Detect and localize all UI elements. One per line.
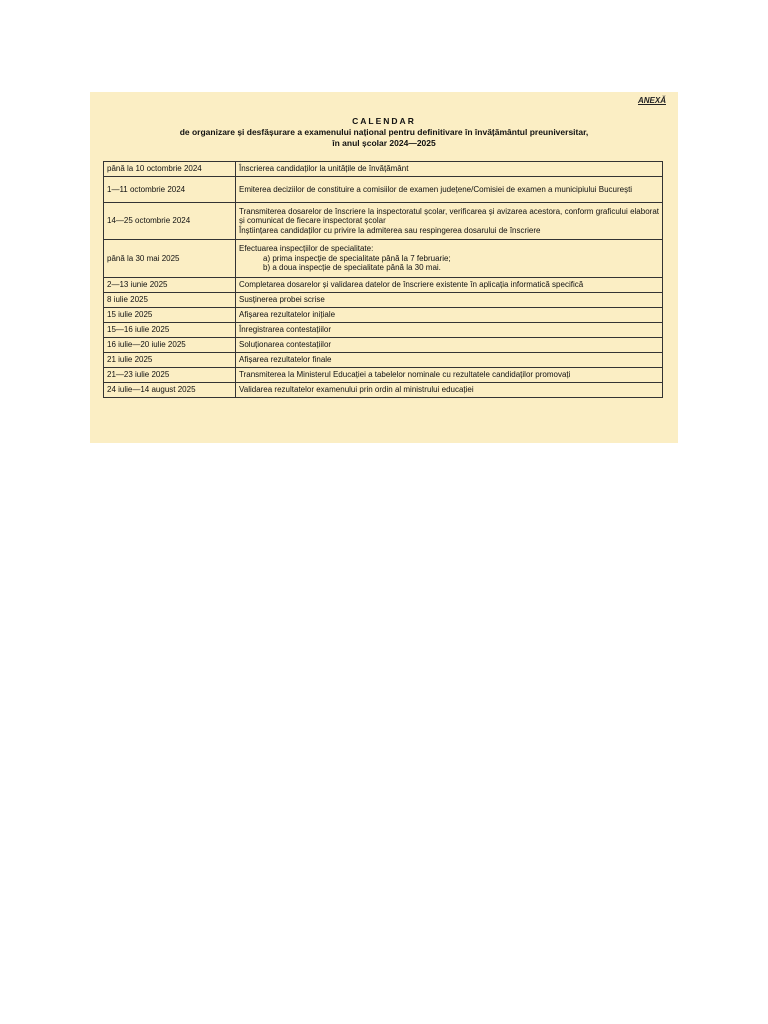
document-page — [90, 92, 678, 443]
annex-label: ANEXĂ — [637, 96, 666, 105]
row-date: până la 10 octombrie 2024 — [104, 162, 236, 177]
table-row — [104, 203, 663, 240]
table-row — [104, 383, 663, 398]
row-activity — [236, 338, 663, 353]
title-line-3: în anul școlar 2024—2025 — [332, 138, 436, 148]
row-activity — [236, 323, 663, 338]
row-date: 8 iulie 2025 — [104, 293, 236, 308]
activity-line: Transmiterea dosarelor de înscriere la inspectoratul școlar, verificarea și avizarea acestora, conform graficului elaborat și comunicat de fiecare inspectorat școlar — [239, 206, 659, 226]
table-row — [104, 338, 663, 353]
row-activity — [236, 383, 663, 398]
row-date: 1—11 octombrie 2024 — [104, 177, 236, 203]
row-activity — [236, 308, 663, 323]
row-date: 14—25 octombrie 2024 — [104, 203, 236, 240]
table-row — [104, 278, 663, 293]
row-activity — [236, 203, 663, 240]
row-activity — [236, 278, 663, 293]
activity-line: Înștiințarea candidaților cu privire la admiterea sau respingerea dosarului de înscriere — [239, 225, 541, 235]
table-row — [104, 353, 663, 368]
row-date: până la 30 mai 2025 — [104, 240, 236, 278]
activity-line: Înscrierea candidaților la unitățile de învățământ — [239, 164, 409, 174]
row-activity — [236, 240, 663, 278]
row-date: 16 iulie—20 iulie 2025 — [104, 338, 236, 353]
table-row — [104, 240, 663, 278]
table-row — [104, 162, 663, 177]
row-date: 2—13 iunie 2025 — [104, 278, 236, 293]
activity-line: Efectuarea inspecțiilor de specialitate: — [239, 244, 374, 254]
activity-line: Înregistrarea contestațiilor — [239, 325, 332, 335]
activity-subline: b) a doua inspecție de specialitate până la 30 mai. — [263, 263, 441, 273]
row-date: 15 iulie 2025 — [104, 308, 236, 323]
activity-line: Completarea dosarelor și validarea datelor de înscriere existente în aplicația informatică specifică — [239, 280, 584, 290]
table-row — [104, 293, 663, 308]
activity-line: Afișarea rezultatelor inițiale — [239, 310, 336, 320]
title-line-1: CALENDAR — [352, 116, 416, 126]
row-date: 15—16 iulie 2025 — [104, 323, 236, 338]
activity-line: Afișarea rezultatelor finale — [239, 355, 332, 365]
activity-line: Transmiterea la Ministerul Educației a tabelelor nominale cu rezultatele candidaților promovați — [239, 370, 571, 380]
row-activity — [236, 162, 663, 177]
row-activity — [236, 177, 663, 203]
table-row — [104, 177, 663, 203]
row-date: 21 iulie 2025 — [104, 353, 236, 368]
activity-line: Soluționarea contestațiilor — [239, 340, 332, 350]
table-row — [104, 368, 663, 383]
table-row — [104, 323, 663, 338]
activity-subline: a) prima inspecție de specialitate până la 7 februarie; — [263, 253, 451, 263]
row-activity — [236, 368, 663, 383]
title-line-2: de organizare și desfășurare a examenului național pentru definitivare în învățământul preuniversitar, — [179, 127, 589, 137]
row-activity — [236, 293, 663, 308]
row-activity — [236, 353, 663, 368]
row-date: 24 iulie—14 august 2025 — [104, 383, 236, 398]
activity-line: Susținerea probei scrise — [239, 295, 325, 305]
document-title — [90, 116, 678, 149]
row-date: 21—23 iulie 2025 — [104, 368, 236, 383]
table-row — [104, 308, 663, 323]
calendar-table — [103, 161, 663, 398]
activity-line: Emiterea deciziilor de constituire a comisiilor de examen județene/Comisiei de examen a municipiului București — [239, 184, 633, 194]
activity-line: Validarea rezultatelor examenului prin ordin al ministrului educației — [239, 385, 474, 395]
